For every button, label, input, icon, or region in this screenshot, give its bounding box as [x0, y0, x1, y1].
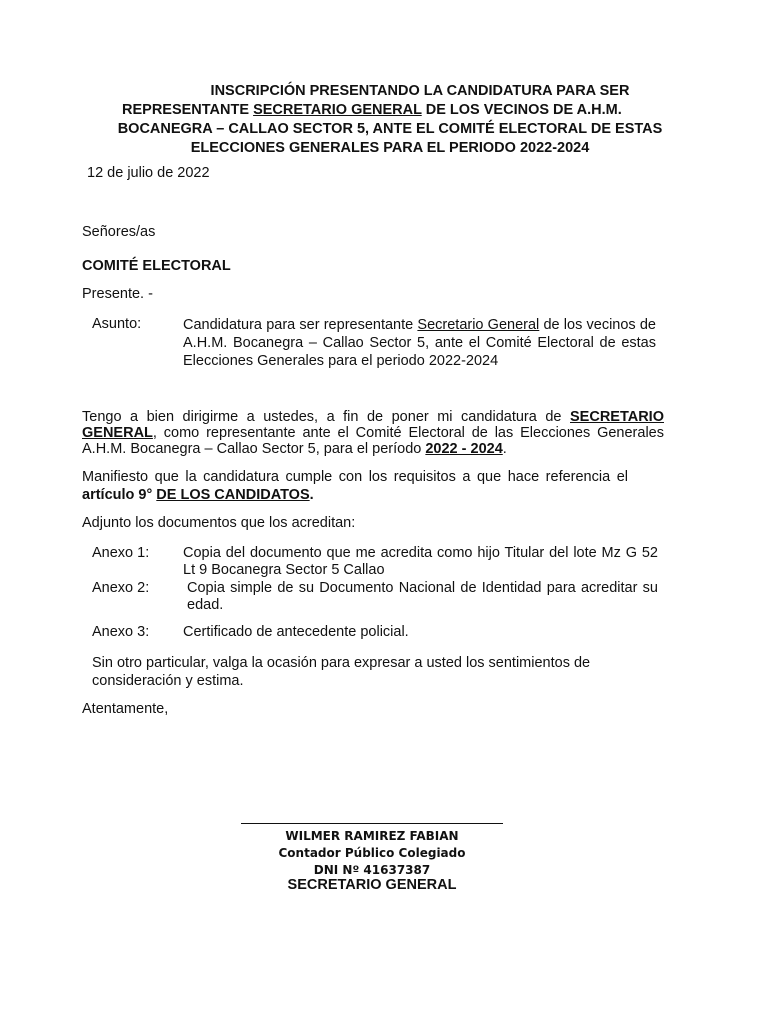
signer-name: WILMER RAMIREZ FABIAN: [285, 829, 459, 843]
para2-article: artículo 9°: [82, 487, 153, 503]
title-line-2-prefix: REPRESENTANTE: [122, 102, 254, 118]
asunto-position: Secretario General: [417, 317, 540, 333]
signer-profession: Contador Público Colegiado: [278, 846, 466, 860]
annex-3-text: Certificado de antecedente policial.: [183, 624, 409, 640]
title-line-3: BOCANEGRA – CALLAO SECTOR 5, ANTE EL COMITÉ ELECTORAL DE ESTAS: [117, 121, 663, 137]
title-line-2-suffix: DE LOS VECINOS DE A.H.M.: [421, 102, 622, 118]
annex-2-label: Anexo 2:: [92, 580, 150, 596]
para1-text-a: Tengo a bien dirigirme a ustedes, a fin de poner mi candidatura de: [82, 409, 570, 425]
para2-line-1: Manifiesto que la candidatura cumple con los requisitos a que hace referencia el: [82, 469, 628, 485]
annex-1-text: Copia del documento que me acredita como hijo Titular del lote Mz G 52 Lt 9 Bocanegra Sector 5 Callao: [183, 545, 658, 578]
para2-section: DE LOS CANDIDATOS: [156, 487, 310, 503]
salutation: Señores/as: [82, 224, 156, 240]
sign-off: Atentamente,: [82, 701, 169, 717]
title-line-4: ELECCIONES GENERALES PARA EL PERIODO 2022-2024: [190, 140, 590, 156]
para1-text-c: , como representante ante el Comité Electoral de las Elecciones Generales A.H.M. Bocanegra – Callao Sector 5, para el período: [82, 425, 664, 457]
annex-3-label: Anexo 3:: [92, 624, 150, 640]
para1-text-e: .: [502, 441, 507, 457]
recipient: COMITÉ ELECTORAL: [82, 258, 231, 274]
annex-1-label: Anexo 1:: [92, 545, 150, 561]
asunto-text: [183, 316, 656, 370]
letter-date: 12 de julio de 2022: [87, 165, 210, 181]
asunto-prefix: Candidatura para ser representante: [183, 317, 418, 333]
para1-period: 2022 - 2024: [425, 441, 503, 457]
title-position-underlined: SECRETARIO GENERAL: [253, 102, 422, 118]
closing-paragraph: Sin otro particular, valga la ocasión para expresar a usted los sentimientos de consideración y estima.: [92, 655, 591, 689]
asunto-suffix: de los vecinos de A.H.M. Bocanegra – Callao Sector 5, ante el Comité Electoral de estas Elecciones Generales para el periodo 2022-2024: [183, 317, 656, 369]
title-line-2: [80, 101, 700, 120]
presente-line: Presente. -: [82, 286, 153, 302]
signature-line: [241, 823, 503, 824]
body-paragraph-1: [82, 409, 664, 457]
asunto-label: Asunto:: [92, 316, 142, 332]
para1-position: SECRETARIO GENERAL: [82, 409, 664, 441]
signer-dni: DNI Nº 41637387: [313, 863, 431, 877]
attachments-intro: Adjunto los documentos que los acreditan:: [82, 515, 356, 531]
annex-2-text: Copia simple de su Documento Nacional de Identidad para acreditar su edad.: [187, 580, 658, 613]
signer-role: SECRETARIO GENERAL: [287, 877, 457, 893]
title-line-1: INSCRIPCIÓN PRESENTANDO LA CANDIDATURA PARA SER: [210, 83, 630, 99]
body-paragraph-2: [82, 468, 628, 504]
document-title: [80, 82, 700, 158]
para2-period-mark: .: [309, 487, 314, 503]
